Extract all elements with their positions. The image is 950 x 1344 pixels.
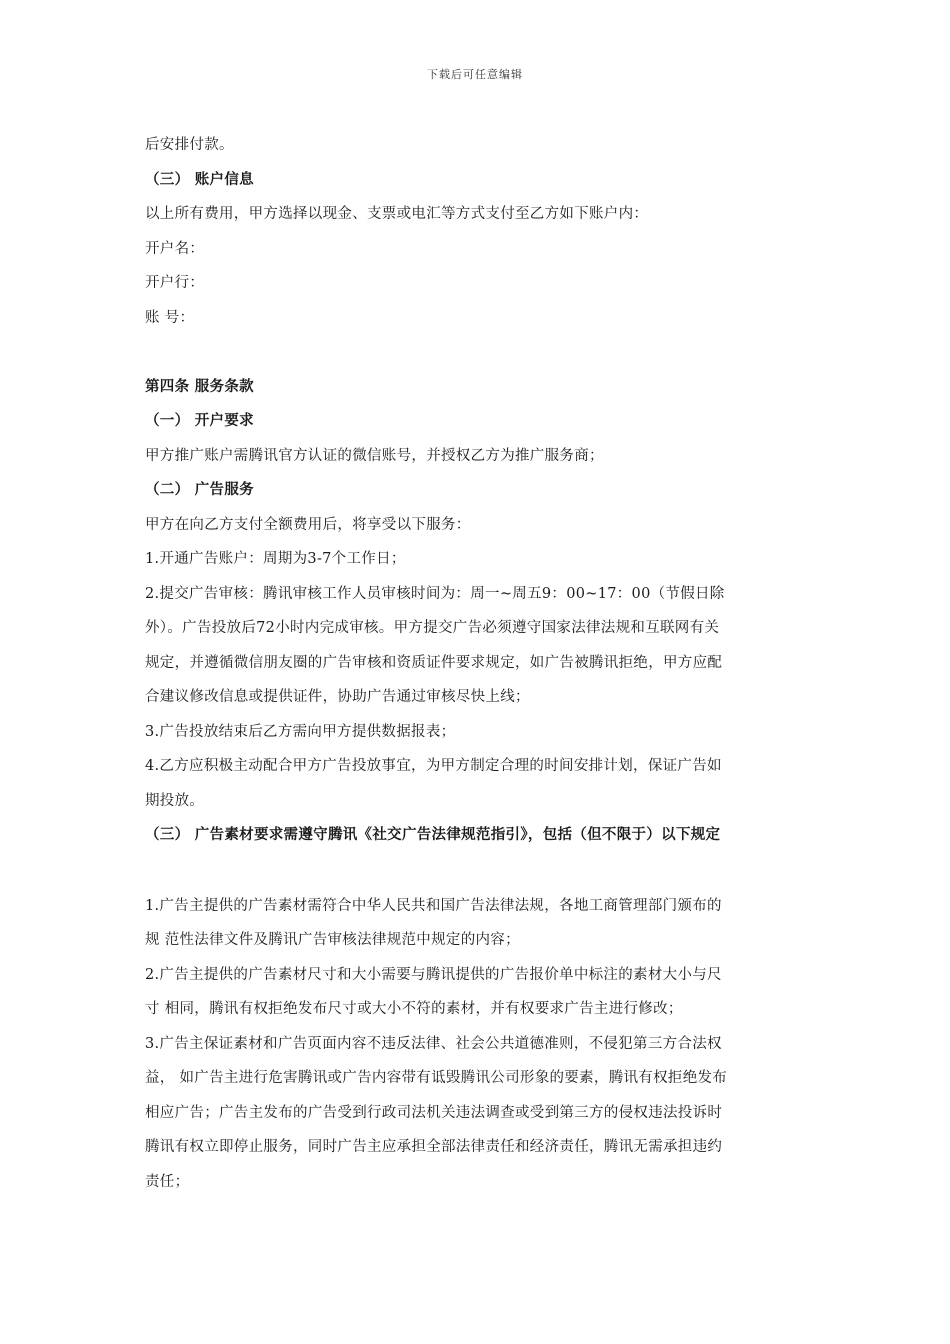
list-item-continued: 合建议修改信息或提供证件，协助广告通过审核尽快上线； [145, 689, 530, 705]
document-body [145, 128, 810, 1199]
list-item-continued: 规定，并遵循微信朋友圈的广告审核和资质证件要求规定，如广告被腾讯拒绝，甲方应配 [145, 654, 723, 671]
list-item-continued: 期投放。 [145, 792, 205, 809]
list-item-continued: 外）。广告投放后72小时内完成审核。甲方提交广告必须遵守国家法律法规和互联网有关 [145, 620, 720, 636]
list-item-continued: 腾讯有权立即停止服务，同时广告主应承担全部法律责任和经济责任，腾讯无需承担违约 [145, 1139, 723, 1155]
list-item: 2.广告主提供的广告素材尺寸和大小需要与腾讯提供的广告报价单中标注的素材大小与尺 [145, 966, 722, 983]
list-item-continued: 相应广告；广告主发布的广告受到行政司法机关违法调查或受到第三方的侵权违法投诉时 [145, 1104, 723, 1121]
list-item-continued: 益， 如广告主进行危害腾讯或广告内容带有诋毁腾讯公司形象的要素，腾讯有权拒绝发布 [145, 1070, 728, 1086]
list-item: 3.广告投放结束后乙方需向甲方提供数据报表； [145, 723, 456, 740]
spacer [145, 853, 810, 889]
list-item: 1.开通广告账户：周期为3-7个工作日； [145, 551, 406, 567]
section-heading-account-requirements: （一） 开户要求 [145, 413, 254, 429]
list-item-continued: 寸 相同，腾讯有权拒绝发布尺寸或大小不符的素材，并有权要求广告主进行修改； [145, 1001, 683, 1017]
list-item: 1.广告主提供的广告素材需符合中华人民共和国广告法律法规，各地工商管理部门颁布的 [145, 897, 722, 914]
section-heading-ad-services: （二） 广告服务 [145, 482, 254, 498]
section-heading-account-info: （三） 账户信息 [145, 171, 254, 188]
list-item-continued: 责任； [145, 1173, 190, 1190]
list-item-continued: 规 范性法律文件及腾讯广告审核法律规范中规定的内容； [145, 932, 520, 948]
spacer [145, 335, 810, 370]
section-heading-ad-material: （三） 广告素材要求需遵守腾讯《社交广告法律规范指引》，包括（但不限于）以下规定 [145, 827, 721, 843]
bank-name-label: 开户行： [145, 275, 205, 291]
list-item: 3.广告主保证素材和广告页面内容不违反法律、社会公共道德准则，不侵犯第三方合法权 [145, 1035, 722, 1052]
list-item: 2.提交广告审核：腾讯审核工作人员审核时间为：周一~周五9：00~17：00（节假日除 [145, 585, 725, 602]
account-name-label: 开户名： [145, 240, 205, 257]
article-heading-service-terms: 第四条 服务条款 [145, 378, 254, 395]
paragraph-line: 甲方在向乙方支付全额费用后，将享受以下服务： [145, 516, 471, 533]
list-item: 4.乙方应积极主动配合甲方广告投放事宜，为甲方制定合理的时间安排计划，保证广告如 [145, 758, 722, 774]
paragraph-line: 以上所有费用，甲方选择以现金、支票或电汇等方式支付至乙方如下账户内： [145, 206, 649, 222]
header-note: 下载后可任意编辑 [427, 68, 523, 81]
paragraph-line: 甲方推广账户需腾讯官方认证的微信账号，并授权乙方为推广服务商； [145, 447, 604, 464]
account-number-label: 账 号： [145, 309, 195, 326]
paragraph-line: 后安排付款。 [145, 137, 234, 153]
